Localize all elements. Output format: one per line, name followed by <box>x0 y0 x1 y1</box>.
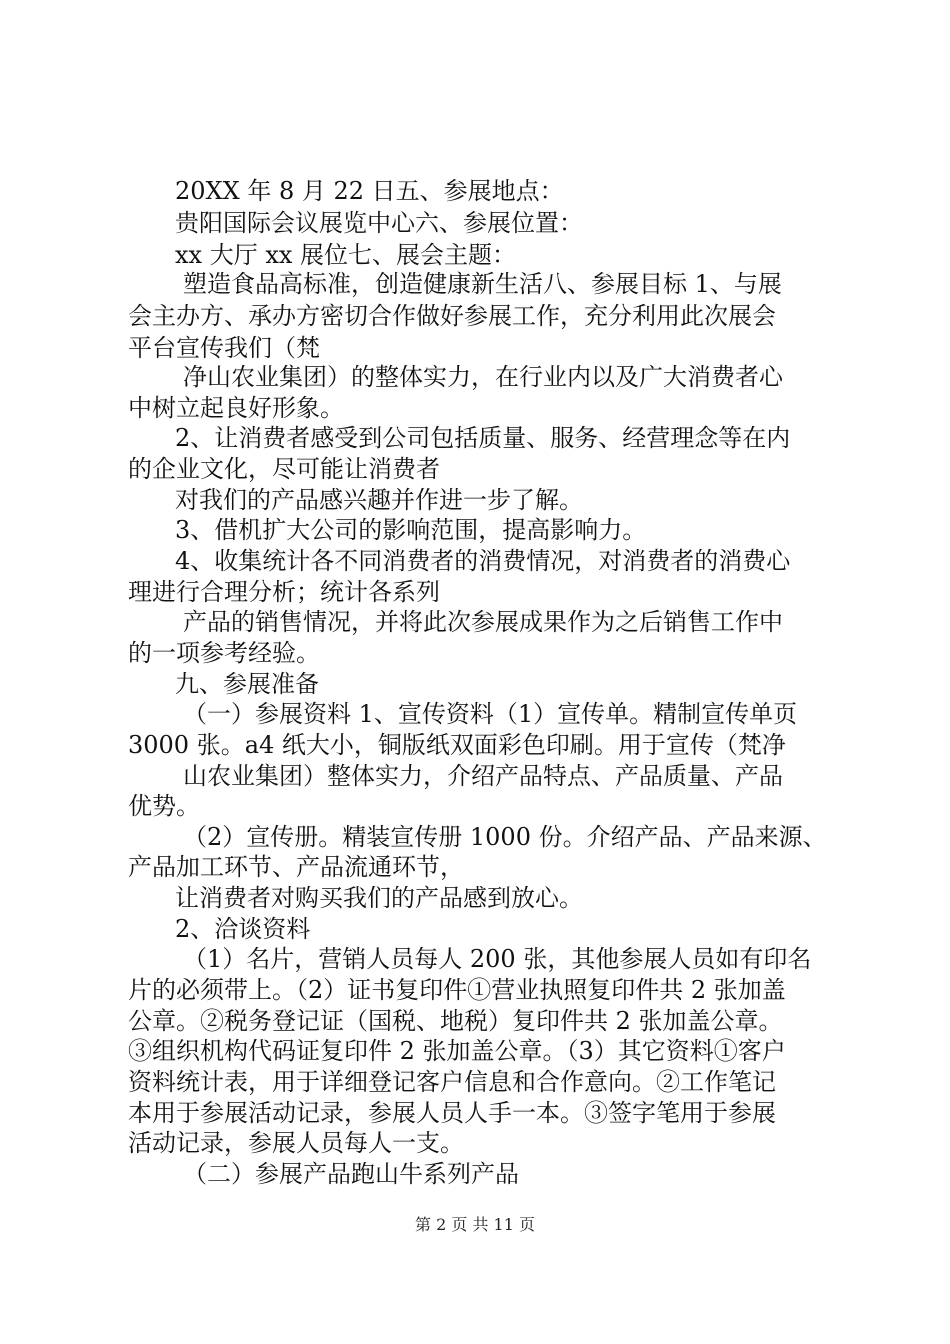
text-line: 3000 张。a4 纸大小，铜版纸双面彩色印刷。用于宣传（梵净 <box>128 731 786 759</box>
text-line: 的一项参考经验。 <box>128 639 320 667</box>
text-line: 本用于参展活动记录，参展人员人手一本。③签字笔用于参展 <box>128 1099 776 1127</box>
section-heading: 九、参展准备 <box>175 670 319 698</box>
text-line: 的企业文化，尽可能让消费者 <box>128 455 440 483</box>
text-line: 产品加工环节、产品流通环节， <box>128 853 464 881</box>
text-line: 会主办方、承办方密切合作做好参展工作，充分利用此次展会 <box>128 302 776 330</box>
text-line: （1）名片，营销人员每人 200 张，其他参展人员如有印名 <box>183 945 812 973</box>
text-line: 公章。②税务登记证（国税、地税）复印件共 2 张加盖公章。 <box>128 1007 783 1035</box>
text-line: （一）参展资料 1、宣传资料（1）宣传单。精制宣传单页 <box>183 700 798 728</box>
text-line: 中树立起良好形象。 <box>128 394 344 422</box>
page-number-footer: 第 2 页 共 11 页 <box>415 1215 535 1234</box>
text-line: xx 大厅 xx 展位七、展会主题： <box>175 241 517 269</box>
text-line: 2、让消费者感受到公司包括质量、服务、经营理念等在内 <box>175 424 791 452</box>
text-line: 对我们的产品感兴趣并作进一步了解。 <box>175 486 583 514</box>
text-line: 2、洽谈资料 <box>175 915 311 943</box>
text-line: 平台宣传我们（梵 <box>128 334 320 362</box>
text-line: 净山农业集团）的整体实力，在行业内以及广大消费者心 <box>183 363 783 391</box>
text-line: 让消费者对购买我们的产品感到放心。 <box>175 884 583 912</box>
text-line: 资料统计表，用于详细登记客户信息和合作意向。②工作笔记 <box>128 1068 776 1096</box>
text-line: 20XX 年 8 月 22 日五、参展地点： <box>175 177 564 205</box>
text-line: 3、借机扩大公司的影响范围，提高影响力。 <box>175 516 647 544</box>
text-line: 塑造食品高标准，创造健康新生活八、参展目标 1、与展 <box>183 270 782 298</box>
text-line: （2）宣传册。精装宣传册 1000 份。介绍产品、产品来源、 <box>183 823 827 851</box>
text-line: 山农业集团）整体实力，介绍产品特点、产品质量、产品 <box>183 762 783 790</box>
text-line: 活动记录，参展人员每人一支。 <box>128 1129 464 1157</box>
section-heading: （二）参展产品跑山牛系列产品 <box>183 1160 519 1188</box>
text-line: 贵阳国际会议展览中心六、参展位置： <box>175 209 583 237</box>
text-line: 产品的销售情况，并将此次参展成果作为之后销售工作中 <box>183 608 783 636</box>
text-line: ③组织机构代码证复印件 2 张加盖公章。（3）其它资料①客户 <box>128 1037 786 1065</box>
text-line: 片的必须带上。（2）证书复印件①营业执照复印件共 2 张加盖 <box>128 976 786 1004</box>
text-line: 理进行合理分析；统计各系列 <box>128 578 440 606</box>
text-line: 4、收集统计各不同消费者的消费情况，对消费者的消费心 <box>175 547 791 575</box>
text-line: 优势。 <box>128 792 200 820</box>
